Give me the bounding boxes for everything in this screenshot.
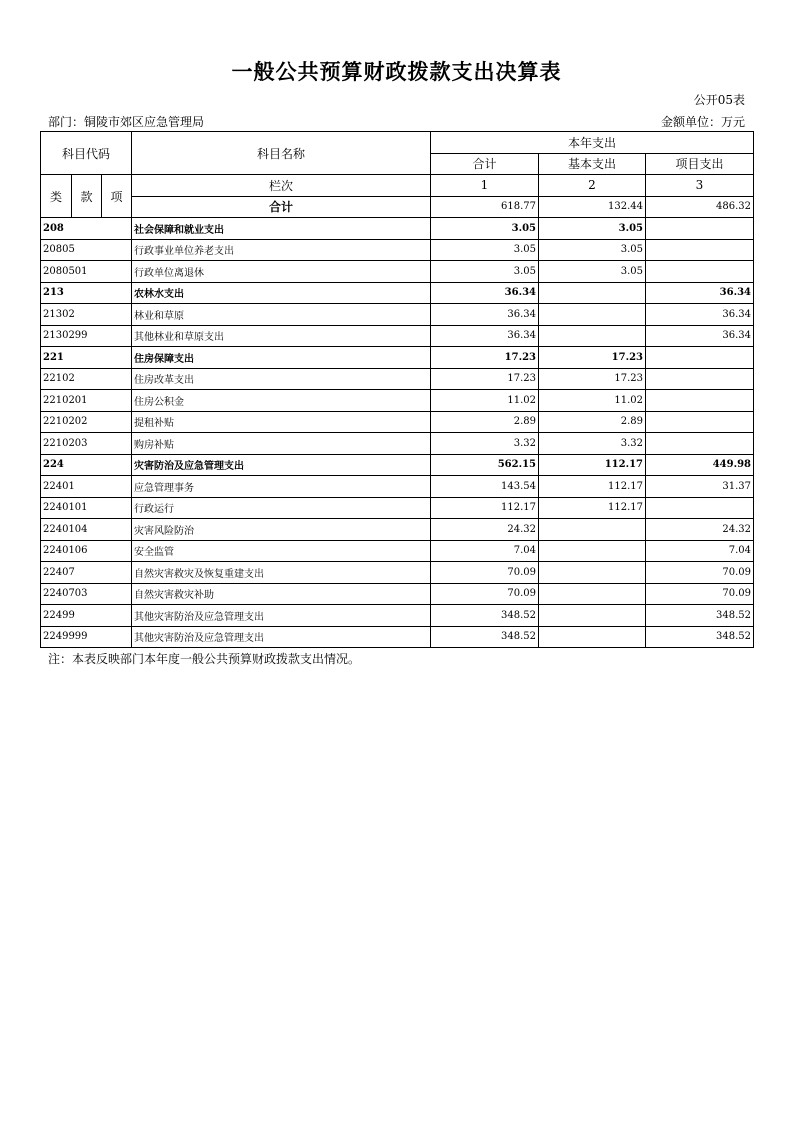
row-basic: 3.32 bbox=[539, 433, 646, 455]
row-basic: 112.17 bbox=[539, 497, 646, 519]
header-col2: 2 bbox=[539, 175, 646, 197]
row-project bbox=[646, 390, 754, 412]
row-basic bbox=[539, 282, 646, 304]
table-number: 公开05表 bbox=[693, 93, 745, 107]
expenditure-table bbox=[40, 131, 754, 648]
header-col3: 3 bbox=[646, 175, 754, 197]
footnote: 注：本表反映部门本年度一般公共预算财政拨款支出情况。 bbox=[48, 652, 361, 666]
row-total: 348.52 bbox=[431, 605, 539, 627]
row-code: 22102 bbox=[41, 368, 132, 390]
row-name: 应急管理事务 bbox=[132, 476, 431, 498]
row-project bbox=[646, 239, 754, 261]
row-total: 70.09 bbox=[431, 562, 539, 584]
row-code: 22407 bbox=[41, 562, 132, 584]
row-project: 36.34 bbox=[646, 325, 754, 347]
sum-project: 486.32 bbox=[646, 196, 754, 218]
header-project: 项目支出 bbox=[646, 153, 754, 175]
row-basic: 17.23 bbox=[539, 347, 646, 369]
row-name: 住房公积金 bbox=[132, 390, 431, 412]
table-row bbox=[41, 605, 754, 627]
row-basic: 11.02 bbox=[539, 390, 646, 412]
row-project: 36.34 bbox=[646, 282, 754, 304]
header-xiang: 项 bbox=[102, 175, 132, 218]
row-name: 自然灾害救灾及恢复重建支出 bbox=[132, 562, 431, 584]
row-total: 36.34 bbox=[431, 325, 539, 347]
row-basic: 3.05 bbox=[539, 239, 646, 261]
row-total: 7.04 bbox=[431, 540, 539, 562]
row-project: 7.04 bbox=[646, 540, 754, 562]
row-name: 其他灾害防治及应急管理支出 bbox=[132, 605, 431, 627]
row-name: 社会保障和就业支出 bbox=[132, 218, 431, 240]
row-code: 2240106 bbox=[41, 540, 132, 562]
row-code: 2249999 bbox=[41, 626, 132, 648]
unit-label: 金额单位：万元 bbox=[660, 115, 745, 129]
sum-row bbox=[41, 196, 754, 218]
row-code: 213 bbox=[41, 282, 132, 304]
header-code: 科目代码 bbox=[41, 132, 132, 175]
row-name: 林业和草原 bbox=[132, 304, 431, 326]
row-code: 221 bbox=[41, 347, 132, 369]
row-total: 112.17 bbox=[431, 497, 539, 519]
header-row-3 bbox=[41, 175, 754, 197]
row-total: 3.05 bbox=[431, 239, 539, 261]
row-name: 灾害风险防治 bbox=[132, 519, 431, 541]
table-row bbox=[41, 261, 754, 283]
row-total: 2.89 bbox=[431, 411, 539, 433]
table-row bbox=[41, 476, 754, 498]
header-current-year: 本年支出 bbox=[431, 132, 754, 154]
row-basic bbox=[539, 562, 646, 584]
header-col-order: 栏次 bbox=[132, 175, 431, 197]
row-total: 562.15 bbox=[431, 454, 539, 476]
row-project: 36.34 bbox=[646, 304, 754, 326]
row-code: 22401 bbox=[41, 476, 132, 498]
row-name: 农林水支出 bbox=[132, 282, 431, 304]
row-total: 3.05 bbox=[431, 218, 539, 240]
row-project: 70.09 bbox=[646, 562, 754, 584]
row-code: 21302 bbox=[41, 304, 132, 326]
row-total: 36.34 bbox=[431, 282, 539, 304]
department-label: 部门：铜陵市郊区应急管理局 bbox=[48, 115, 205, 129]
row-code: 2240101 bbox=[41, 497, 132, 519]
table-row bbox=[41, 347, 754, 369]
sum-total: 618.77 bbox=[431, 196, 539, 218]
row-name: 行政运行 bbox=[132, 497, 431, 519]
header-total: 合计 bbox=[431, 153, 539, 175]
table-row bbox=[41, 368, 754, 390]
header-row-1 bbox=[41, 132, 754, 154]
row-project bbox=[646, 368, 754, 390]
row-name: 购房补贴 bbox=[132, 433, 431, 455]
row-total: 143.54 bbox=[431, 476, 539, 498]
row-code: 2130299 bbox=[41, 325, 132, 347]
row-code: 2210201 bbox=[41, 390, 132, 412]
row-total: 36.34 bbox=[431, 304, 539, 326]
row-total: 24.32 bbox=[431, 519, 539, 541]
header-name: 科目名称 bbox=[132, 132, 431, 175]
header-kuan: 款 bbox=[72, 175, 102, 218]
row-total: 348.52 bbox=[431, 626, 539, 648]
row-code: 208 bbox=[41, 218, 132, 240]
row-name: 其他林业和草原支出 bbox=[132, 325, 431, 347]
row-basic: 3.05 bbox=[539, 218, 646, 240]
row-basic bbox=[539, 325, 646, 347]
row-project bbox=[646, 433, 754, 455]
table-row bbox=[41, 282, 754, 304]
row-project: 348.52 bbox=[646, 605, 754, 627]
table-row bbox=[41, 218, 754, 240]
table-row bbox=[41, 433, 754, 455]
table-row bbox=[41, 325, 754, 347]
row-project bbox=[646, 497, 754, 519]
row-total: 17.23 bbox=[431, 368, 539, 390]
row-code: 2080501 bbox=[41, 261, 132, 283]
row-name: 住房保障支出 bbox=[132, 347, 431, 369]
row-code: 2210203 bbox=[41, 433, 132, 455]
row-name: 灾害防治及应急管理支出 bbox=[132, 454, 431, 476]
row-basic bbox=[539, 519, 646, 541]
row-total: 70.09 bbox=[431, 583, 539, 605]
table-row bbox=[41, 626, 754, 648]
row-total: 3.32 bbox=[431, 433, 539, 455]
sum-basic: 132.44 bbox=[539, 196, 646, 218]
row-basic bbox=[539, 540, 646, 562]
header-lei: 类 bbox=[41, 175, 72, 218]
row-basic bbox=[539, 583, 646, 605]
row-project bbox=[646, 411, 754, 433]
row-project bbox=[646, 261, 754, 283]
row-project bbox=[646, 347, 754, 369]
table-row bbox=[41, 519, 754, 541]
row-project: 31.37 bbox=[646, 476, 754, 498]
row-total: 3.05 bbox=[431, 261, 539, 283]
row-project bbox=[646, 218, 754, 240]
row-name: 安全监管 bbox=[132, 540, 431, 562]
row-basic bbox=[539, 626, 646, 648]
row-total: 11.02 bbox=[431, 390, 539, 412]
table-row bbox=[41, 411, 754, 433]
table-row bbox=[41, 583, 754, 605]
row-basic bbox=[539, 304, 646, 326]
row-project: 348.52 bbox=[646, 626, 754, 648]
table-row bbox=[41, 390, 754, 412]
row-total: 17.23 bbox=[431, 347, 539, 369]
row-name: 其他灾害防治及应急管理支出 bbox=[132, 626, 431, 648]
row-code: 224 bbox=[41, 454, 132, 476]
row-basic: 17.23 bbox=[539, 368, 646, 390]
sum-label: 合计 bbox=[132, 196, 431, 218]
row-code: 22499 bbox=[41, 605, 132, 627]
row-code: 20805 bbox=[41, 239, 132, 261]
row-project: 24.32 bbox=[646, 519, 754, 541]
row-basic bbox=[539, 605, 646, 627]
row-name: 行政单位离退休 bbox=[132, 261, 431, 283]
row-basic: 3.05 bbox=[539, 261, 646, 283]
row-name: 提租补贴 bbox=[132, 411, 431, 433]
row-basic: 2.89 bbox=[539, 411, 646, 433]
table-row bbox=[41, 540, 754, 562]
table-row bbox=[41, 304, 754, 326]
table-row bbox=[41, 454, 754, 476]
row-basic: 112.17 bbox=[539, 476, 646, 498]
row-name: 行政事业单位养老支出 bbox=[132, 239, 431, 261]
table-row bbox=[41, 239, 754, 261]
row-name: 自然灾害救灾补助 bbox=[132, 583, 431, 605]
row-project: 70.09 bbox=[646, 583, 754, 605]
row-project: 449.98 bbox=[646, 454, 754, 476]
row-code: 2240703 bbox=[41, 583, 132, 605]
header-col1: 1 bbox=[431, 175, 539, 197]
row-basic: 112.17 bbox=[539, 454, 646, 476]
row-name: 住房改革支出 bbox=[132, 368, 431, 390]
row-code: 2240104 bbox=[41, 519, 132, 541]
table-row bbox=[41, 562, 754, 584]
table-row bbox=[41, 497, 754, 519]
row-code: 2210202 bbox=[41, 411, 132, 433]
page-title: 一般公共预算财政拨款支出决算表 bbox=[231, 60, 562, 84]
header-basic: 基本支出 bbox=[539, 153, 646, 175]
